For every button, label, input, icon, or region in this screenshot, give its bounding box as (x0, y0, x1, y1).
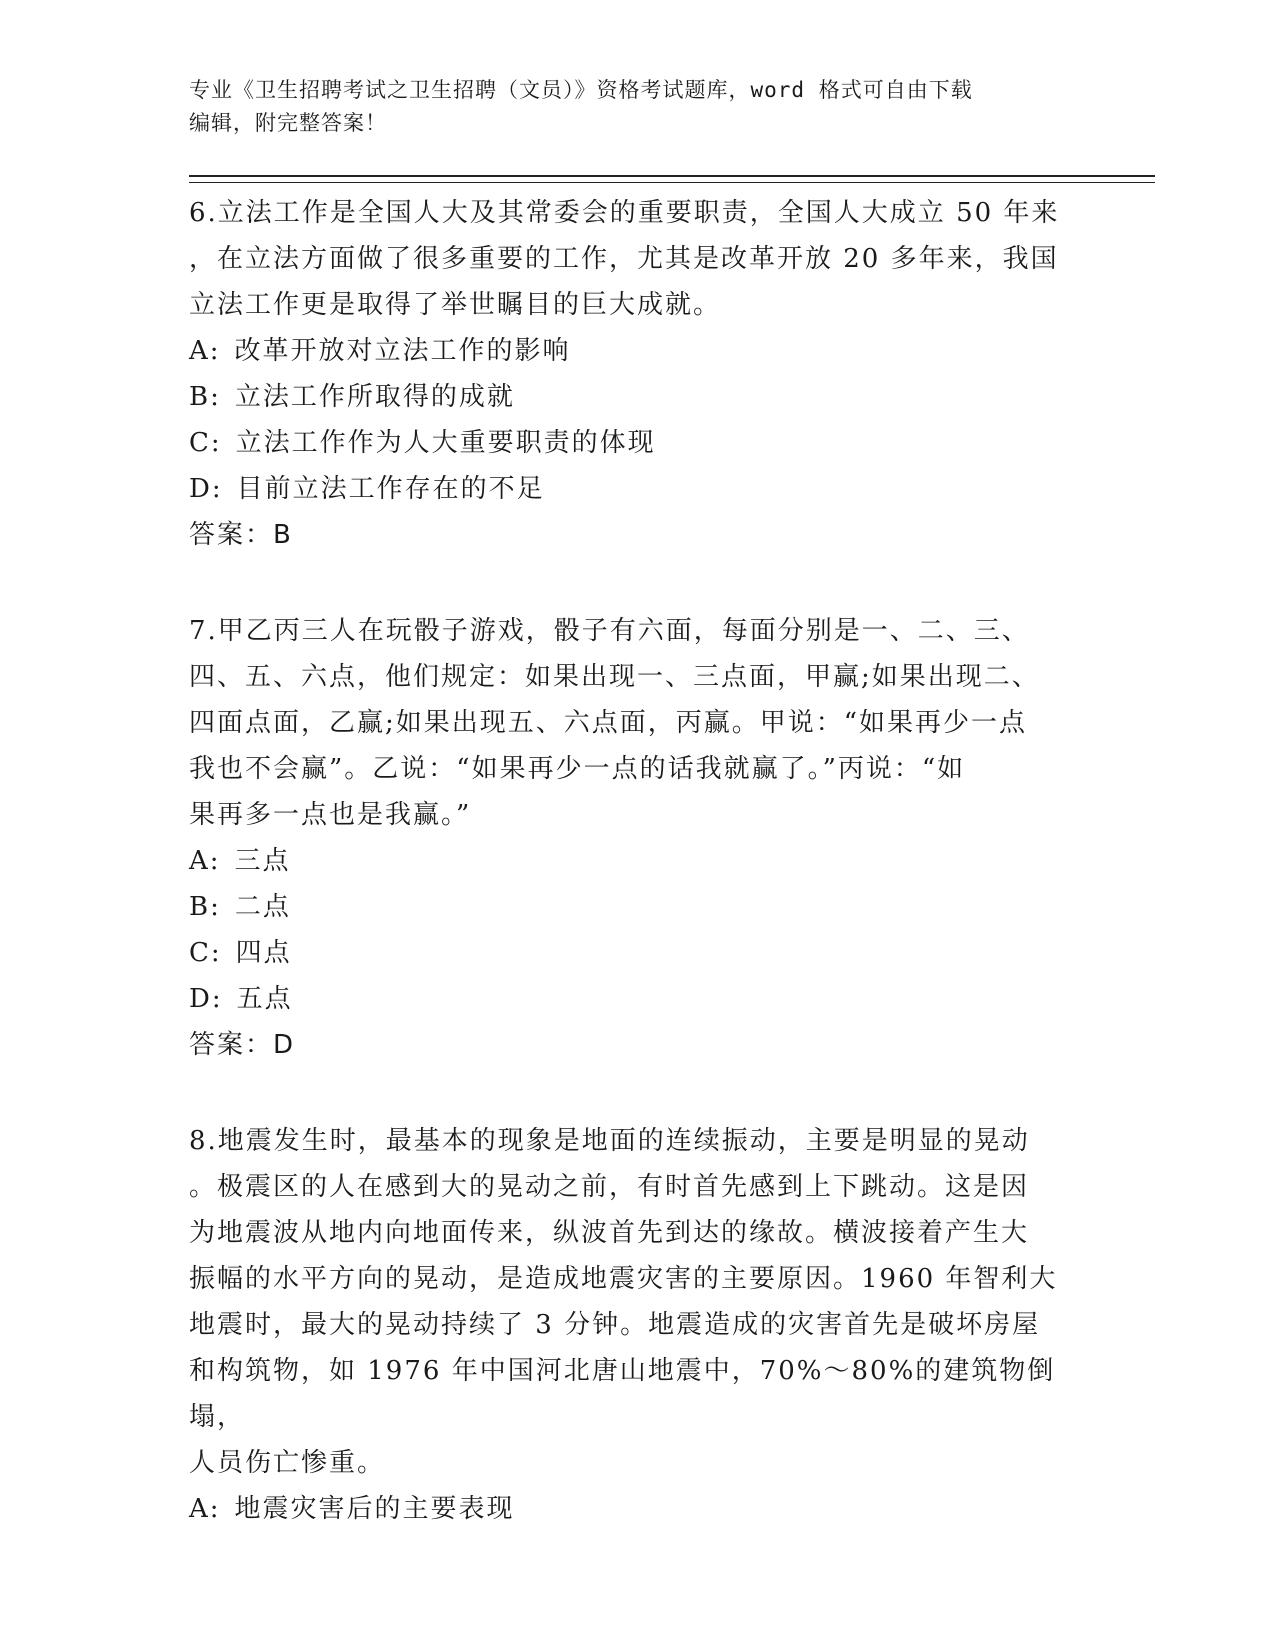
option-c: C: 四点 (189, 938, 292, 968)
question-8 (189, 1118, 1089, 1532)
option-d: D: 目前立法工作存在的不足 (189, 474, 545, 504)
stem-line: 和构筑物，如 1976 年中国河北唐山地震中，70%～80%的建筑物倒塌， (189, 1356, 1056, 1432)
header-line-1: 专业《卫生招聘考试之卫生招聘（文员）》资格考试题库，word 格式可自由下载 (189, 78, 973, 102)
question-stem (189, 608, 1089, 838)
stem-line: 6.立法工作是全国人大及其常委会的重要职责，全国人大成立 50 年来 (189, 198, 1060, 228)
question-list (189, 190, 1089, 1532)
stem-line: 立法工作更是取得了举世瞩目的巨大成就。 (189, 290, 722, 320)
option-d: D: 五点 (189, 984, 293, 1014)
header-divider-thick (189, 175, 1155, 177)
question-7 (189, 608, 1089, 1068)
question-stem (189, 1118, 1089, 1486)
question-6 (189, 190, 1089, 558)
option-a: A: 改革开放对立法工作的影响 (189, 336, 571, 366)
header-line-2: 编辑，附完整答案！ (189, 111, 387, 135)
stem-line: 地震时，最大的晃动持续了 3 分钟。地震造成的灾害首先是破坏房屋 (189, 1310, 1041, 1340)
stem-line: 四面点面，乙赢;如果出现五、六点面，丙赢。甲说：“如果再少一点 (189, 708, 1028, 738)
answer-label: 答案：B (189, 520, 293, 550)
option-b: B: 立法工作所取得的成就 (189, 382, 515, 412)
stem-line: 8.地震发生时，最基本的现象是地面的连续振动，主要是明显的晃动 (189, 1126, 1030, 1156)
document-header (189, 74, 1069, 140)
stem-line: 振幅的水平方向的晃动，是造成地震灾害的主要原因。1960 年智利大 (189, 1264, 1058, 1294)
answer-label: 答案：D (189, 1030, 296, 1060)
header-divider-thin (189, 182, 1155, 183)
stem-line: 7.甲乙丙三人在玩骰子游戏，骰子有六面，每面分别是一、二、三、 (189, 616, 1030, 646)
option-a: A: 三点 (189, 846, 291, 876)
question-stem (189, 190, 1089, 328)
stem-line: 为地震波从地内向地面传来，纵波首先到达的缘故。横波接着产生大 (189, 1218, 1030, 1248)
option-a: A: 地震灾害后的主要表现 (189, 1494, 515, 1524)
stem-line: 我也不会赢”。乙说：“如果再少一点的话我就赢了。”丙说：“如 (189, 754, 966, 784)
stem-line: ，在立法方面做了很多重要的工作，尤其是改革开放 20 多年来，我国 (189, 244, 1059, 274)
stem-line: 四、五、六点，他们规定：如果出现一、三点面，甲赢;如果出现二、 (189, 662, 1040, 692)
stem-line: 人员伤亡惨重。 (189, 1448, 386, 1478)
option-b: B: 二点 (189, 892, 291, 922)
stem-line: 果再多一点也是我赢。” (189, 800, 472, 830)
option-c: C: 立法工作作为人大重要职责的体现 (189, 428, 656, 458)
stem-line: 。极震区的人在感到大的晃动之前，有时首先感到上下跳动。这是因 (189, 1172, 1030, 1202)
